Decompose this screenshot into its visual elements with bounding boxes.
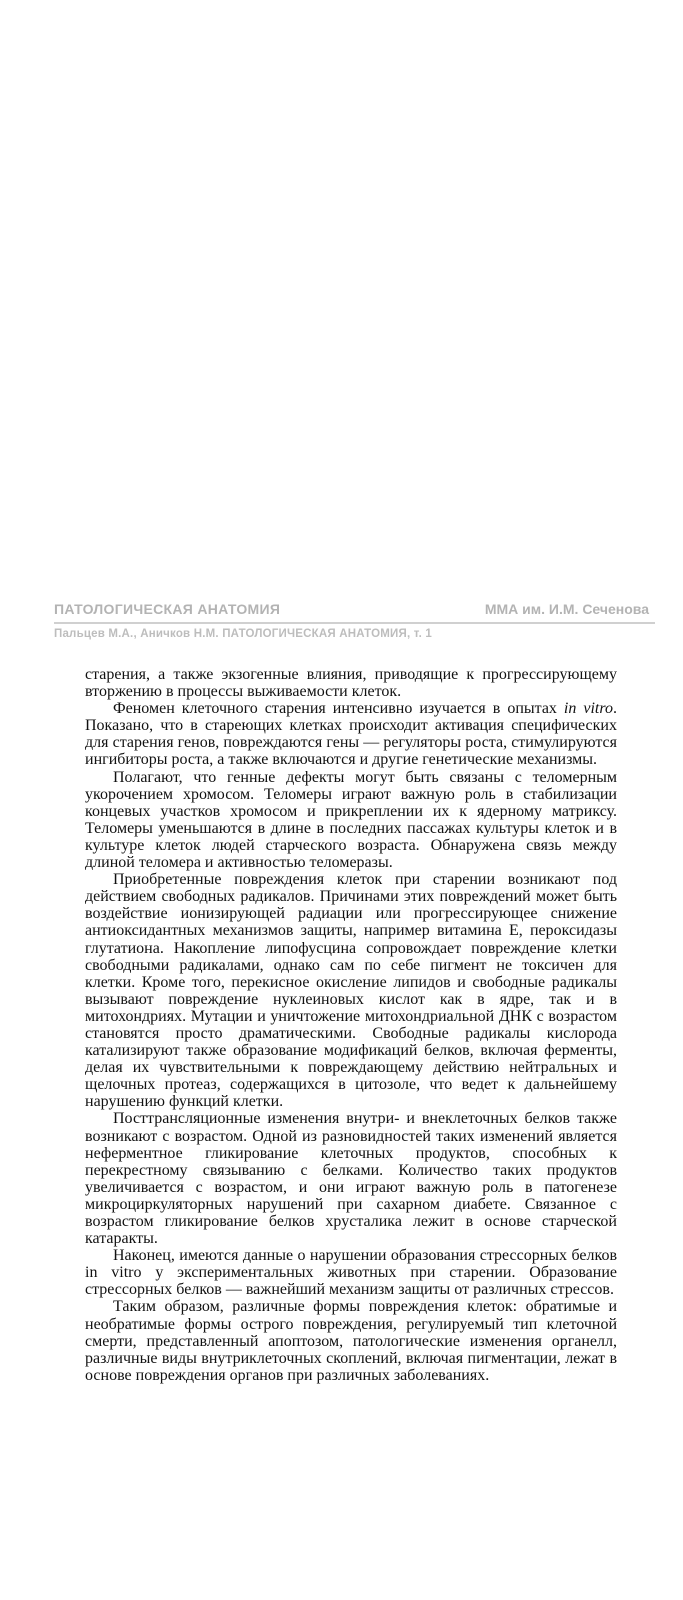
paragraph-text: Феномен клеточного старения интенсивно изучается в опытах [113,700,564,718]
book-title: ПАТОЛОГИЧЕСКАЯ АНАТОМИЯ [54,601,281,617]
header-divider [54,622,655,624]
book-subtitle: Пальцев М.А., Аничков Н.М. ПАТОЛОГИЧЕСКАЯ АНАТОМИЯ, т. 1 [54,628,432,640]
paragraph-text: . Показано, что в стареющих клетках происходит активация специфических для старения генов, повреждаются гены — регуляторы роста, стимулируются ингибиторы роста, а также включаются и другие генетические механизмы. [85,700,617,769]
paragraph-stress-proteins: Наконец, имеются данные о нарушении образования стрессорных белков in vitro у экспериментальных животных при старении. Образование стрессорных белков — важнейший механизм защиты от различных стрессов. [85,1247,617,1299]
paragraph-free-radicals: Приобретенные повреждения клеток при старении возникают под действием свободных радикалов. Причинами этих повреждений может быть воздействие ионизирующей радиации или прогрессирующее снижение антиоксидантных механизмов защиты, например витамина Е, пероксидазы глутатиона. Накопление липофусцина сопровождает повреждение клетки свободными радикалами, однако сам по себе пигмент не токсичен для клетки. Кроме того, перекисное окисление липидов и свободные радикалы вызывают повреждение нуклеиновых кислот как в ядре, так и в митохондриях. Мутации и уничтожение митохондриальной ДНК с возрастом становятся просто драматическими. Свободные радикалы кислорода катализируют также образование модификаций белков, включая ферменты, делая их чувствительными к повреждающему действию нейтральных и щелочных протеаз, содержащихся в цитозоле, что ведет к дальнейшему нарушению функций клетки. [85,871,617,1111]
paragraph-cell-aging [85,700,617,768]
page-header [54,601,649,640]
paragraph-conclusion: Таким образом, различные формы повреждения клеток: обратимые и необратимые формы острого повреждения, регулируемый тип клеточной смерти, представленный апоптозом, патологические изменения органелл, различные виды внутриклеточных скоплений, включая пигментации, лежат в основе повреждения органов при различных заболеваниях. [85,1298,617,1384]
paragraph-telomeres: Полагают, что генные дефекты могут быть связаны с теломерным укорочением хромосом. Теломеры играют важную роль в стабилизации концевых участков хромосом и прикреплении их к ядерному матриксу. Теломеры уменьшаются в длине в последних пассажах культуры клеток и в культуре клеток людей старческого возраста. Обнаружена связь между длиной теломера и активностью теломеразы. [85,768,617,872]
source-label: ММА им. И.М. Сеченова [484,601,649,617]
italic-term: in vitro [563,700,613,718]
paragraph-continuation: старения, а также экзогенные влияния, приводящие к прогрессирующему вторжению в процессы выживаемости клеток. [85,666,617,701]
paragraph-posttranslational: Посттрансляционные изменения внутри- и внеклеточных белков также возникают с возрастом. Одной из разновидностей таких изменений является неферментное гликирование клеточных продуктов, способных к перекрестному связыванию с белками. Количество таких продуктов увеличивается с возрастом, и они играют важную роль в патогенезе микроциркуляторных нарушений при сахарном диабете. Связанное с возрастом гликирование белков хрусталика лежит в основе старческой катаракты. [85,1110,617,1248]
page-body [85,666,617,1384]
